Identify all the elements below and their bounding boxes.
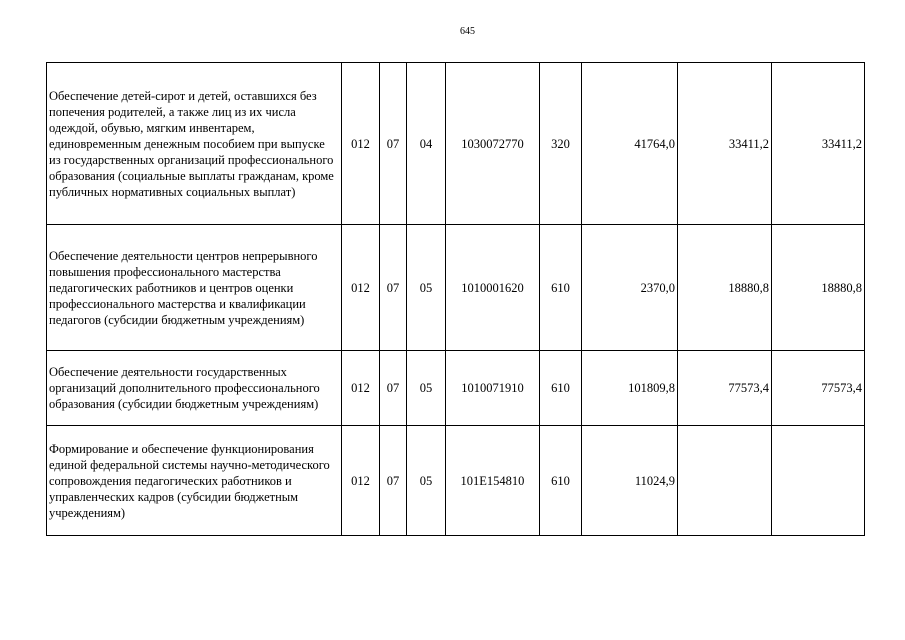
section-code-cell: 07 (380, 225, 407, 351)
amount-year-2-cell: 18880,8 (678, 225, 772, 351)
ministry-code-cell: 012 (342, 63, 380, 225)
subsection-code-cell: 04 (407, 63, 446, 225)
amount-year-2-cell: 33411,2 (678, 63, 772, 225)
section-code-cell: 07 (380, 426, 407, 536)
section-code-cell: 07 (380, 351, 407, 426)
subsection-code-cell: 05 (407, 225, 446, 351)
expense-type-cell: 610 (540, 426, 582, 536)
target-article-cell: 1010001620 (446, 225, 540, 351)
expense-name-cell: Обеспечение деятельности государственных организаций дополнительного профессионального образования (субсидии бюджетным учреждениям) (47, 351, 342, 426)
amount-year-2-cell (678, 426, 772, 536)
section-code-cell: 07 (380, 63, 407, 225)
expense-type-cell: 610 (540, 351, 582, 426)
table-row (47, 351, 865, 426)
target-article-cell: 1010071910 (446, 351, 540, 426)
amount-year-1-cell: 41764,0 (582, 63, 678, 225)
amount-year-1-cell: 101809,8 (582, 351, 678, 426)
subsection-code-cell: 05 (407, 351, 446, 426)
amount-year-3-cell (772, 426, 865, 536)
table-row (47, 426, 865, 536)
budget-table (46, 62, 865, 536)
expense-name-cell: Обеспечение деятельности центров непрерывного повышения профессионального мастерства педагогических работников и центров оценки профессионального мастерства и квалификации педагогов (субсидии бюджетным учреждениям) (47, 225, 342, 351)
ministry-code-cell: 012 (342, 351, 380, 426)
expense-name-cell: Обеспечение детей-сирот и детей, оставшихся без попечения родителей, а также лиц из их числа одеждой, обувью, мягким инвентарем, единовременным денежным пособием при выпуске из государственных организаций профессионального образования (социальные выплаты гражданам, кроме публичных нормативных социальных выплат) (47, 63, 342, 225)
amount-year-3-cell: 18880,8 (772, 225, 865, 351)
target-article-cell: 1030072770 (446, 63, 540, 225)
table-row (47, 63, 865, 225)
table-row (47, 225, 865, 351)
page-number: 645 (460, 26, 475, 37)
expense-type-cell: 610 (540, 225, 582, 351)
amount-year-3-cell: 33411,2 (772, 63, 865, 225)
subsection-code-cell: 05 (407, 426, 446, 536)
amount-year-2-cell: 77573,4 (678, 351, 772, 426)
ministry-code-cell: 012 (342, 225, 380, 351)
amount-year-1-cell: 2370,0 (582, 225, 678, 351)
expense-type-cell: 320 (540, 63, 582, 225)
ministry-code-cell: 012 (342, 426, 380, 536)
expense-name-cell: Формирование и обеспечение функционирования единой федеральной системы научно-методического сопровождения педагогических работников и управленческих кадров (субсидии бюджетным учреждениям) (47, 426, 342, 536)
amount-year-3-cell: 77573,4 (772, 351, 865, 426)
amount-year-1-cell: 11024,9 (582, 426, 678, 536)
target-article-cell: 101E154810 (446, 426, 540, 536)
